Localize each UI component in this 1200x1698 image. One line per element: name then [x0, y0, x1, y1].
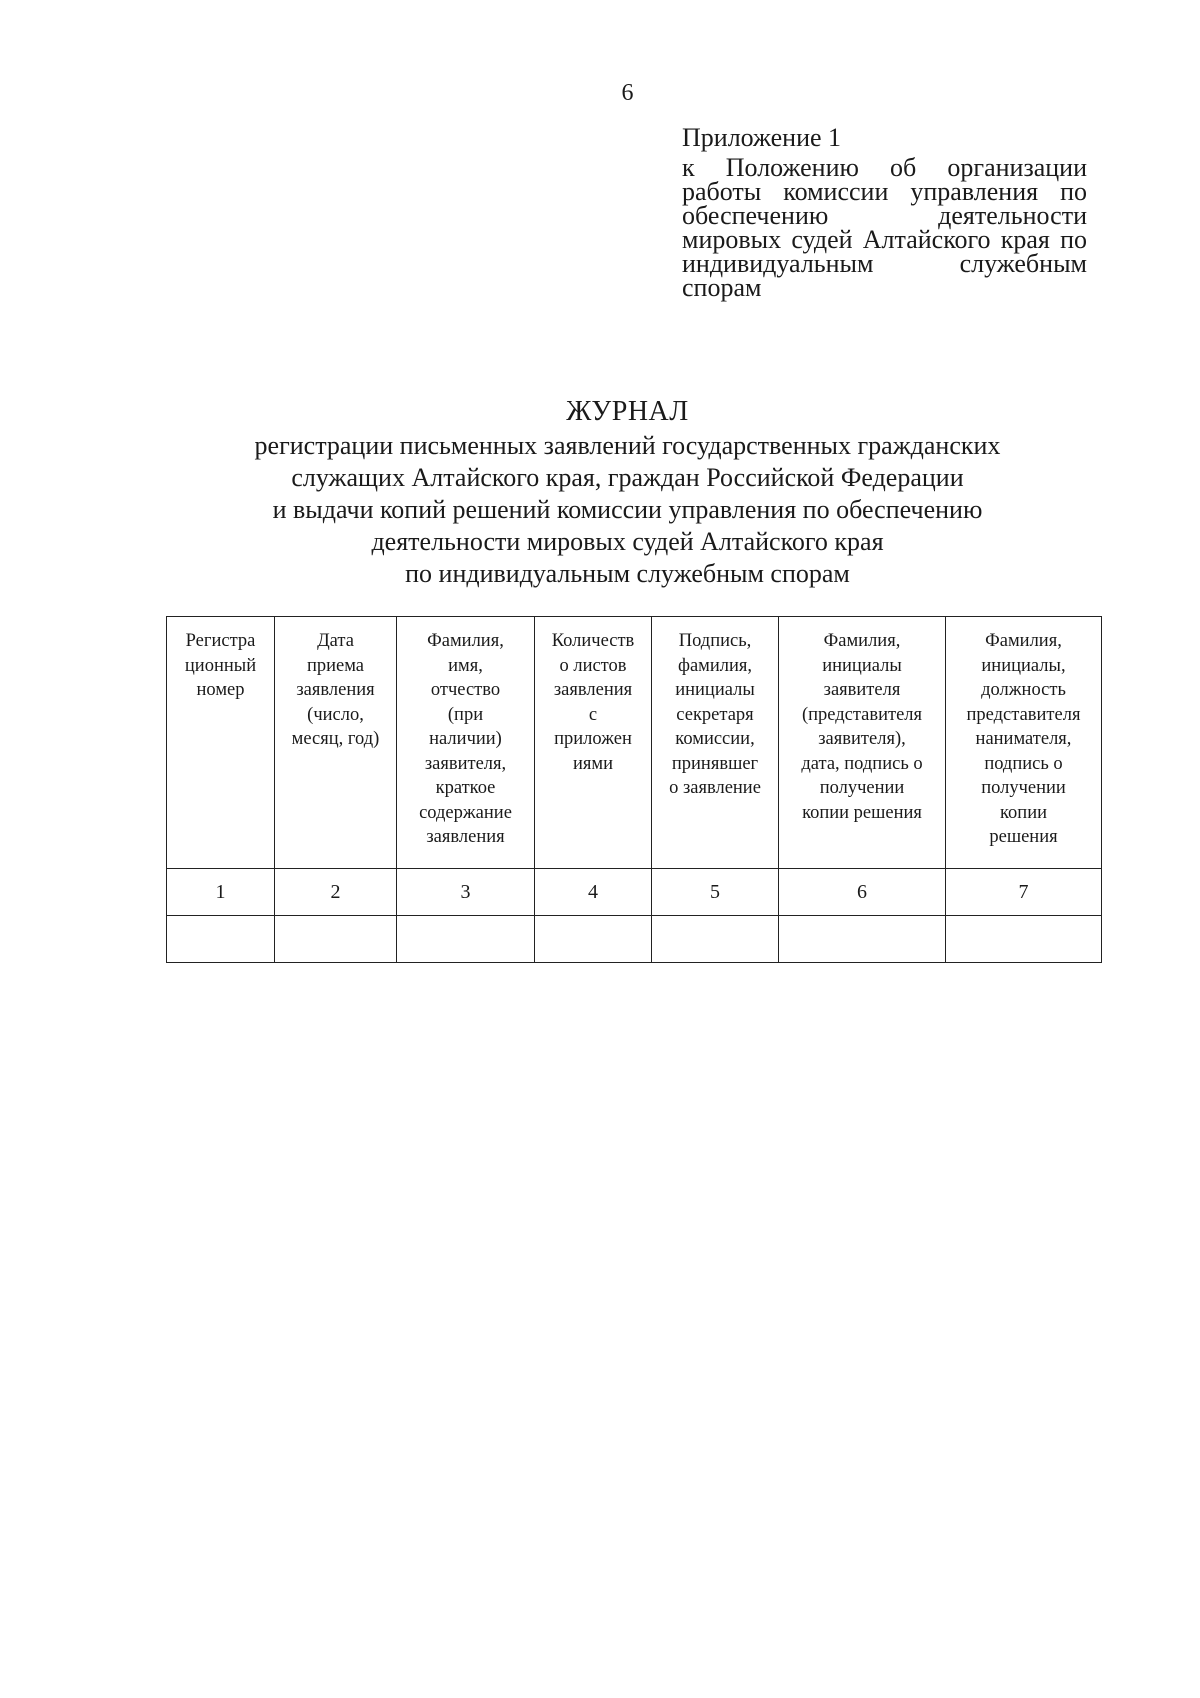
journal-table	[166, 616, 1102, 963]
empty-cell	[397, 916, 535, 963]
column-number: 1	[167, 869, 275, 916]
column-number: 6	[779, 869, 946, 916]
empty-cell	[946, 916, 1102, 963]
appendix-block	[682, 123, 1087, 302]
table-header-row	[167, 617, 1102, 869]
column-number: 4	[535, 869, 652, 916]
journal-title: ЖУРНАЛ	[566, 396, 689, 427]
journal-subtitle-line: по индивидуальным служебным спорам	[405, 559, 850, 588]
column-header	[946, 617, 1102, 869]
column-header-text: Регистра ционный номер	[184, 631, 257, 700]
journal-subtitle-line: деятельности мировых судей Алтайского края	[371, 527, 884, 556]
appendix-text: к Положению об организации работы комиссии управления по обеспечению деятельности мировых судей Алтайского края по индивидуальным служебным спорам	[682, 153, 1087, 302]
empty-cell	[535, 916, 652, 963]
column-header-text: Фамилия, инициалы заявителя (представителя заявителя), дата, подпись о получении копии решения	[801, 631, 923, 823]
journal-subtitle-line: и выдачи копий решений комиссии управления по обеспечению	[272, 495, 983, 524]
column-number: 7	[946, 869, 1102, 916]
column-header	[397, 617, 535, 869]
column-header-text: Количеств о листов заявления с приложен иями	[551, 631, 635, 774]
column-header	[652, 617, 779, 869]
empty-cell	[167, 916, 275, 963]
column-header-text: Подпись, фамилия, инициалы секретаря комиссии, принявшег о заявление	[669, 631, 761, 798]
table-row	[167, 916, 1102, 963]
journal-subtitle-line: служащих Алтайского края, граждан Российской Федерации	[291, 463, 964, 492]
column-header-text: Фамилия, имя, отчество (при наличии) заявителя, краткое содержание заявления	[419, 631, 512, 847]
journal-subtitle-line: регистрации письменных заявлений государственных гражданских	[254, 431, 1001, 460]
page-number: 6	[621, 80, 634, 106]
empty-cell	[652, 916, 779, 963]
column-number: 5	[652, 869, 779, 916]
column-number: 2	[275, 869, 397, 916]
column-header-text: Фамилия, инициалы, должность представителя нанимателя, подпись о получении копии решения	[966, 631, 1081, 847]
journal-header	[0, 396, 1200, 590]
empty-cell	[275, 916, 397, 963]
column-header	[167, 617, 275, 869]
column-header	[779, 617, 946, 869]
column-number-row	[167, 869, 1102, 916]
column-header-text: Дата приема заявления (число, месяц, год)	[291, 631, 380, 749]
journal-subtitle	[0, 430, 1200, 590]
column-number: 3	[397, 869, 535, 916]
column-header	[535, 617, 652, 869]
empty-cell	[779, 916, 946, 963]
appendix-title: Приложение 1	[682, 123, 842, 152]
column-header	[275, 617, 397, 869]
